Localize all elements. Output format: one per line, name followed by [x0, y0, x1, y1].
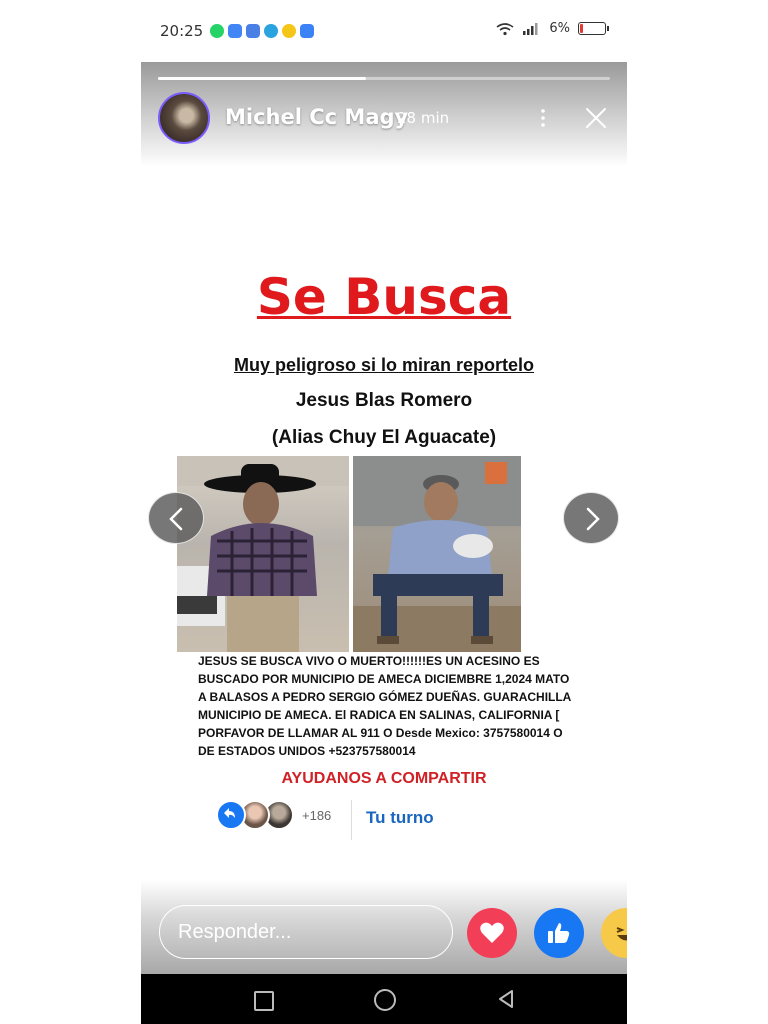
thumbs-up-icon: [546, 920, 572, 946]
story-progress-fill: [158, 77, 366, 80]
battery-icon: [578, 22, 606, 35]
poster-body-line: BUSCADO POR MUNICIPIO DE AMECA DICIEMBRE 1,2024 MATO: [198, 672, 570, 686]
story-time-ago: 28 min: [397, 109, 450, 127]
share-arrow-icon: [216, 800, 246, 830]
poster-title: Se Busca: [256, 268, 512, 326]
voicemail-icon: [300, 24, 314, 38]
divider: [351, 800, 352, 840]
your-turn-link[interactable]: Tu turno: [366, 808, 434, 827]
recent-apps-button[interactable]: [254, 991, 274, 1011]
telegram-icon: [264, 24, 278, 38]
chevron-right-icon: [581, 507, 603, 531]
poster-photo-seated-man: [353, 456, 521, 652]
close-icon[interactable]: [584, 106, 608, 130]
chrome-icon: [228, 24, 242, 38]
story-progress-bar: [158, 77, 610, 80]
poster-person-name: Jesus Blas Romero: [295, 390, 473, 411]
poster-body-line: JESUS SE BUSCA VIVO O MUERTO!!!!!!ES UN ACESINO ES: [198, 654, 540, 668]
heart-icon: [479, 920, 505, 946]
wanted-poster: [141, 212, 627, 892]
poster-body-line: DE ESTADOS UNIDOS +523757580014: [198, 744, 416, 758]
poster-photo-standing-man: [177, 456, 349, 652]
like-reaction-button[interactable]: [534, 908, 584, 958]
poster-subtitle: Muy peligroso si lo miran reportelo: [233, 355, 535, 375]
share-reactions[interactable]: [216, 800, 331, 830]
previous-story-button[interactable]: [148, 492, 204, 544]
chevron-left-icon: [166, 507, 188, 531]
poster-name[interactable]: Michel Cc Magy: [225, 105, 409, 129]
status-time: 20:25: [160, 22, 204, 40]
poster-share-text: AYUDANOS A COMPARTIR: [281, 770, 487, 787]
poster-body-line: PORFAVOR DE LLAMAR AL 911 O Desde Mexico: 3757580014 O: [198, 726, 563, 740]
wifi-icon: [495, 22, 515, 36]
poster-body-line: MUNICIPIO DE AMECA. El RADICA EN SALINAS, CALIFORNIA [: [198, 708, 560, 722]
status-bar: [0, 0, 768, 62]
whatsapp-icon: [210, 24, 224, 38]
reaction-count: +186: [302, 807, 332, 823]
signal-icon: [523, 23, 541, 35]
love-reaction-button[interactable]: [467, 908, 517, 958]
poster-alias: (Alias Chuy El Aguacate): [271, 427, 497, 448]
gmail-icon: [246, 24, 260, 38]
reply-placeholder: Responder...: [178, 921, 292, 943]
poster-body-text: [198, 652, 598, 760]
home-button[interactable]: [374, 989, 396, 1011]
story-viewer[interactable]: [141, 62, 627, 974]
laughing-face-icon: [613, 920, 627, 946]
status-app-icons: [210, 24, 314, 38]
android-nav-bar: [141, 974, 627, 1024]
haha-reaction-button[interactable]: [601, 908, 627, 958]
back-button[interactable]: [496, 989, 516, 1009]
next-story-button[interactable]: [563, 492, 619, 544]
status-right: [495, 21, 606, 36]
battery-percent: 6%: [549, 21, 570, 36]
notification-dot-icon: [282, 24, 296, 38]
more-options-icon[interactable]: [536, 106, 550, 130]
reply-bar: [141, 880, 627, 974]
reply-input[interactable]: [159, 905, 453, 959]
story-header: [141, 62, 627, 167]
poster-body-line: A BALASOS A PEDRO SERGIO GÓMEZ DUEÑAS. GUARACHILLA: [198, 690, 572, 704]
poster-avatar[interactable]: [158, 92, 210, 144]
